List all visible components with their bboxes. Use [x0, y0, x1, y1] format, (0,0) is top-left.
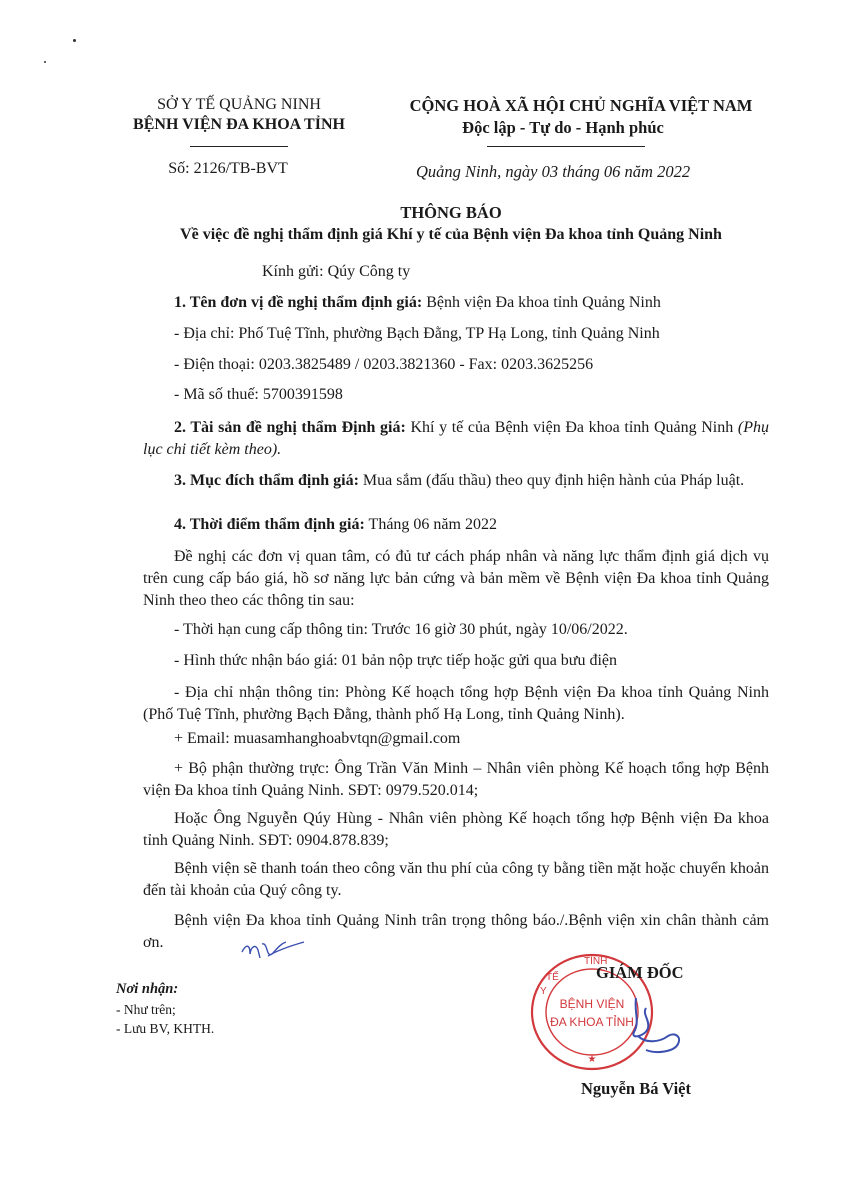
- receive-address: - Địa chỉ nhận thông tin: Phòng Kế hoạch tổng hợp Bệnh viện Đa khoa tỉnh Quảng Ninh (Phố Tuệ Tĩnh, phường Bạch Đằng, thành phố Hạ Long, tỉnh Quảng Ninh).: [143, 684, 769, 723]
- address-line: - Địa chỉ: Phố Tuệ Tĩnh, phường Bạch Đằng, TP Hạ Long, tỉnh Quảng Ninh: [174, 325, 660, 342]
- section-3-label: 3. Mục đích thẩm định giá:: [174, 472, 359, 489]
- closing-paragraph: Bệnh viện Đa khoa tỉnh Quảng Ninh trân trọng thông báo./.Bệnh viện xin chân thành cảm ơn.: [143, 912, 769, 951]
- stamp-text-line1: BỆNH VIỆN: [559, 997, 625, 1011]
- doc-number: Số: 2126/TB-BVT: [168, 160, 288, 177]
- handwritten-signature: [616, 992, 706, 1062]
- motto: Độc lập - Tự do - Hạnh phúc: [462, 118, 664, 137]
- tax-line: - Mã số thuế: 5700391598: [174, 386, 343, 403]
- deadline-line: - Thời hạn cung cấp thông tin: Trước 16 giờ 30 phút, ngày 10/06/2022.: [174, 621, 628, 638]
- salutation: Kính gửi: Qúy Công ty: [262, 263, 411, 280]
- contact-secondary: Hoặc Ông Nguyễn Qúy Hùng - Nhân viên phòng Kế hoạch tổng hợp Bệnh viện Đa khoa tỉnh Quảng Ninh. SĐT: 0904.878.839;: [143, 810, 769, 849]
- section-4-value: Tháng 06 năm 2022: [364, 516, 497, 533]
- section-2-value: Khí y tế của Bệnh viện Đa khoa tỉnh Quảng Ninh: [405, 419, 738, 436]
- section-3: [143, 470, 769, 492]
- motto-underline: [487, 146, 645, 147]
- org-name: BỆNH VIỆN ĐA KHOA TỈNH: [133, 116, 345, 133]
- contact-primary: + Bộ phận thường trực: Ông Trần Văn Minh – Nhân viên phòng Kế hoạch tổng hợp Bệnh viện Đa khoa tỉnh Quảng Ninh. SĐT: 0979.520.014;: [143, 760, 769, 799]
- method-line: - Hình thức nhận báo giá: 01 bản nộp trực tiếp hoặc gửi qua bưu điện: [174, 652, 618, 669]
- org-parent: SỞ Y TẾ QUẢNG NINH: [157, 96, 321, 113]
- payment-paragraph: Bệnh viện sẽ thanh toán theo công văn thu phí của công ty bằng tiền mặt hoặc chuyển khoản đến tài khoản của Quý công ty.: [143, 860, 769, 899]
- recipients-label: Nơi nhận:: [116, 981, 179, 997]
- place-date: Quảng Ninh, ngày 03 tháng 06 năm 2022: [416, 162, 691, 181]
- request-paragraph: Đề nghị các đơn vị quan tâm, có đủ tư cách pháp nhân và năng lực thẩm định giá dịch vụ trên cung cấp báo giá, hồ sơ năng lực bản cứng và bản mềm về Bệnh viện Đa khoa tỉnh Quảng Ninh theo theo các thông tin sau:: [143, 548, 769, 609]
- phone-line: - Điện thoại: 0203.3825489 / 0203.3821360 - Fax: 0203.3625256: [174, 356, 594, 373]
- initials-scribble: [238, 936, 308, 970]
- stamp-star: ★: [587, 1054, 597, 1065]
- section-1-value: Bệnh viện Đa khoa tỉnh Quảng Ninh: [422, 294, 661, 311]
- stamp-ring-text: TẾ: [546, 972, 559, 983]
- section-4: [174, 516, 497, 534]
- section-4-label: 4. Thời điểm thẩm định giá:: [174, 516, 365, 533]
- section-2-appendix-note: (Phụ lục chi tiết kèm theo).: [143, 419, 769, 458]
- email-line: + Email: muasamhanghoabvtqn@gmail.com: [174, 730, 461, 747]
- nation-title: CỘNG HOÀ XÃ HỘI CHỦ NGHĨA VIỆT NAM: [409, 96, 753, 115]
- section-1-label: 1. Tên đơn vị đề nghị thẩm định giá:: [174, 294, 423, 311]
- stamp-ring-text: TỈNH: [584, 956, 608, 967]
- doc-subtitle: Về việc đề nghị thẩm định giá Khí y tế của Bệnh viện Đa khoa tỉnh Quảng Ninh: [180, 226, 722, 243]
- section-2: [143, 417, 769, 461]
- scan-speck: [73, 39, 76, 42]
- section-3-value: Mua sắm (đấu thầu) theo quy định hiện hành của Pháp luật.: [358, 472, 745, 489]
- stamp-ring-text: Y: [540, 986, 547, 997]
- doc-title: THÔNG BÁO: [400, 203, 502, 222]
- section-1: [174, 294, 661, 312]
- signer-name: Nguyễn Bá Việt: [581, 1079, 692, 1098]
- signature-position: GIÁM ĐỐC: [596, 963, 684, 982]
- org-underline: [190, 146, 288, 147]
- stamp-text-line2: ĐA KHOA TỈNH: [550, 1015, 634, 1029]
- scan-speck: [44, 61, 46, 63]
- section-2-label: 2. Tài sản đề nghị thẩm Định giá:: [174, 419, 406, 436]
- recipient-item: - Lưu BV, KHTH.: [116, 1021, 215, 1036]
- recipient-item: - Như trên;: [116, 1002, 176, 1017]
